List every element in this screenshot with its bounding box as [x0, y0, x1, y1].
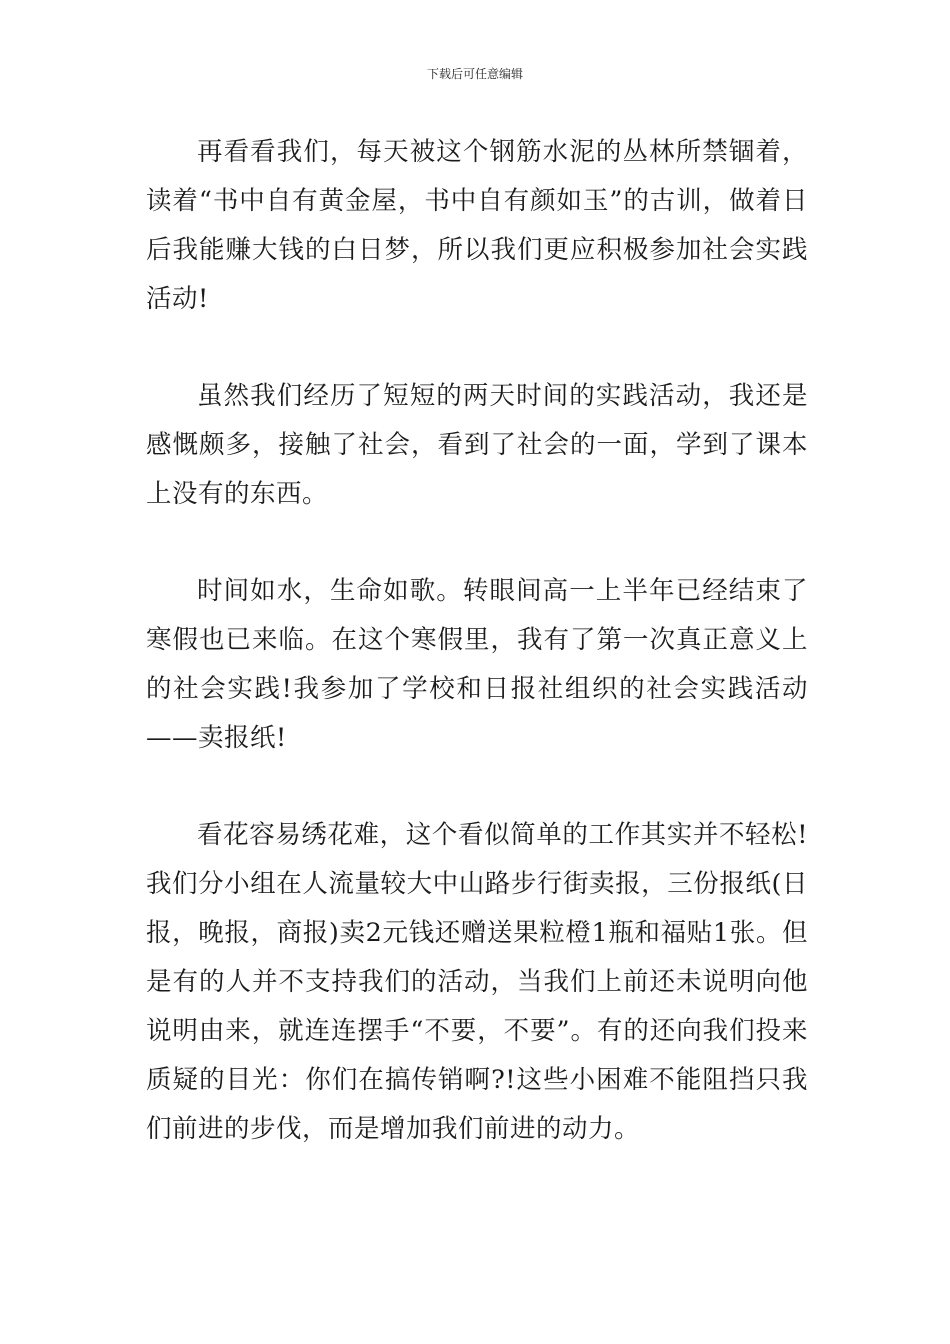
- paragraph-1: 再看看我们，每天被这个钢筋水泥的丛林所禁锢着，读着“书中自有黄金屋，书中自有颜如玉”的古训，做着日后我能赚大钱的白日梦，所以我们更应积极参加社会实践活动!: [146, 137, 808, 314]
- paragraph-3: 时间如水，生命如歌。转眼间高一上半年已经结束了寒假也已来临。在这个寒假里，我有了第一次真正意义上的社会实践!我参加了学校和日报社组织的社会实践活动——卖报纸!: [146, 576, 808, 753]
- paragraph-4: 看花容易绣花难，这个看似简单的工作其实并不轻松!我们分小组在人流量较大中山路步行街卖报，三份报纸(日报，晚报，商报)卖2元钱还赠送果粒橙1瓶和福贴1张。但是有的人并不支持我们的活动，当我们上前还未说明向他说明由来，就连连摆手“不要，不要”。有的还向我们投来质疑的目光：你们在搞传销啊?!这些小困难不能阻挡只我们前进的步伐，而是增加我们前进的动力。: [146, 820, 808, 1144]
- header-note: 下载后可任意编辑: [426, 67, 523, 81]
- paragraph-2: 虽然我们经历了短短的两天时间的实践活动，我还是感慨颇多，接触了社会，看到了社会的一面，学到了课本上没有的东西。: [146, 381, 808, 509]
- document-body: [146, 128, 808, 1202]
